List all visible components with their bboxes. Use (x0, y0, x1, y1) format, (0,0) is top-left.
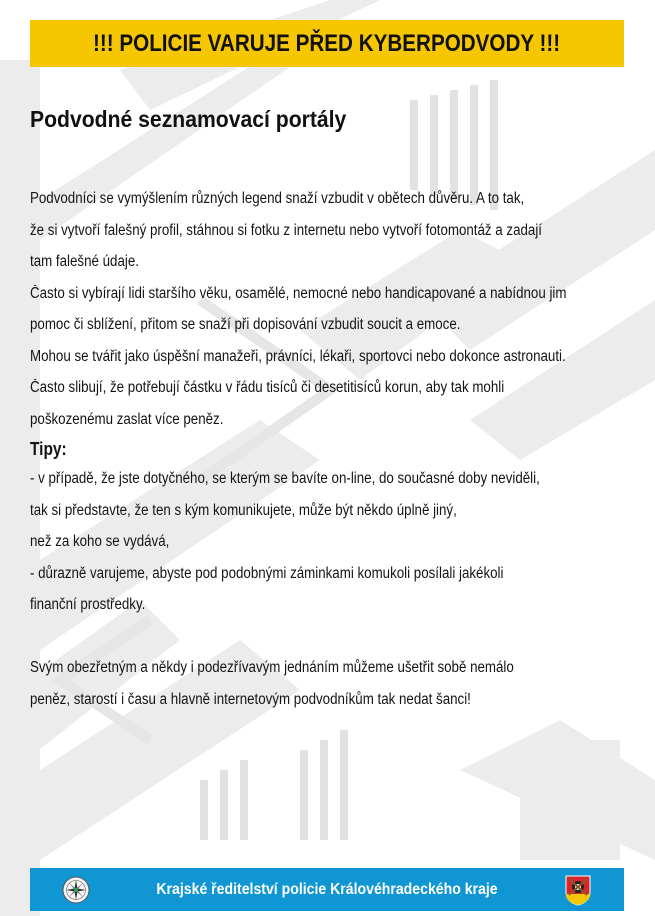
paragraph-line: že si vytvoří falešný profil, stáhnou si fotku z internetu nebo vytvoří fotomontáž a zadají (30, 221, 542, 239)
paragraph-line: Mohou se tvářit jako úspěšní manažeři, právníci, lékaři, sportovci nebo dokonce astronauti. (30, 347, 566, 365)
paragraph-line: Podvodníci se vymýšlením různých legend snaží vzbudit v obětech důvěru. A to tak, (30, 190, 525, 207)
article-body (30, 183, 650, 715)
article-title: Podvodné seznamovací portály (30, 106, 347, 132)
banner-title: !!! POLICIE VARUJE PŘED KYBERPODVODY !!! (93, 29, 561, 57)
paragraph-line: tam falešné údaje. (30, 253, 139, 270)
tip-line: finanční prostředky. (30, 596, 146, 613)
tips-heading: Tipy: (30, 439, 67, 459)
paragraph-line: Často si vybírají lidi staršího věku, osamělé, nemocné nebo handicapované a nabídnou jim (30, 284, 567, 302)
footer-text: Krajské ředitelství policie Královéhradeckého kraje (156, 880, 498, 898)
paragraph-line: Často slibují, že potřebují částku v řádu tisíců či desetitisíců korun, aby tak mohli (30, 379, 505, 396)
spacer (30, 621, 650, 653)
paragraph-line: pomoc či sblížení, přitom se snaží při dopisování vzbudit soucit a emoce. (30, 316, 461, 333)
warning-banner (30, 20, 624, 67)
tip-line: - v případě, že jste dotyčného, se kterým se bavíte on-line, do současné doby neviděli, (30, 470, 540, 487)
police-emblem-icon (58, 872, 94, 908)
region-coat-of-arms-icon (560, 872, 596, 908)
paragraph-line: poškozenému zaslat více peněz. (30, 410, 224, 428)
footer-bar (30, 868, 624, 911)
tip-line: tak si představte, že ten s kým komunikujete, může být někdo úplně jiný, (30, 501, 457, 519)
closing-line: peněz, starostí i času a hlavně internetovým podvodníkům tak nedat šanci! (30, 690, 471, 708)
tip-line: - důrazně varujeme, abyste pod podobnými záminkami komukoli posílali jakékoli (30, 564, 504, 582)
closing-line: Svým obezřetným a někdy i podezřívavým jednáním můžeme ušetřit sobě nemálo (30, 659, 514, 676)
tip-line: než za koho se vydává, (30, 533, 170, 550)
